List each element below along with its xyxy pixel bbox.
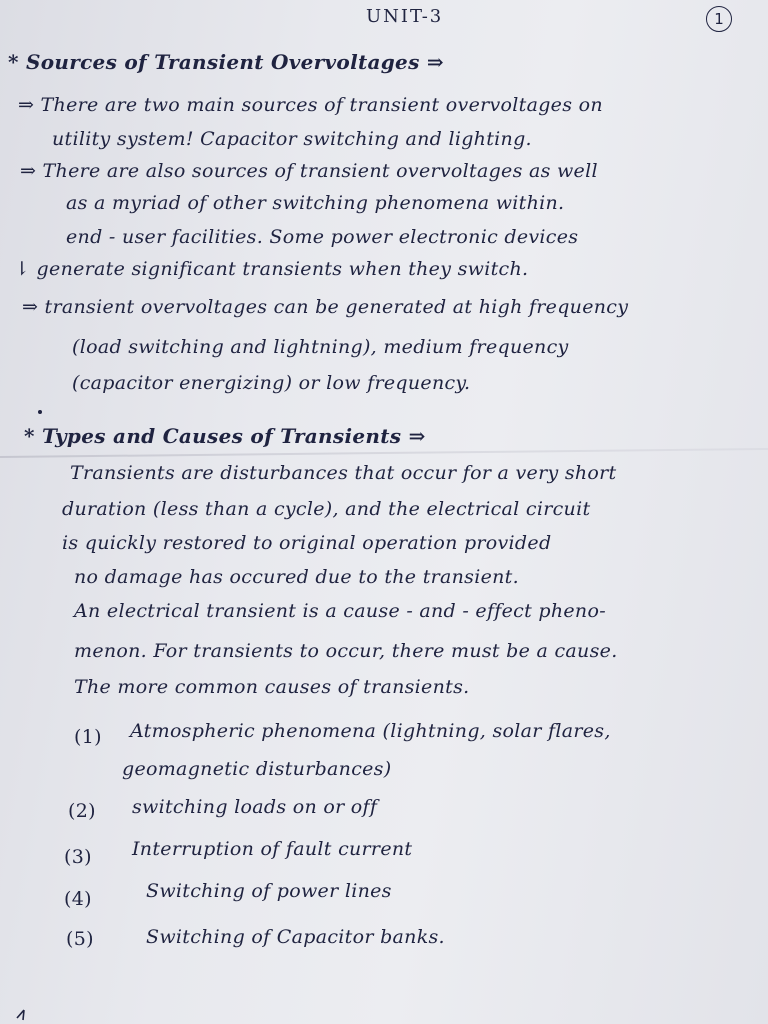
list-item-text: Atmospheric phenomena (lightning, solar flares, <box>130 720 611 742</box>
section-heading-types: * Types and Causes of Transients ⇒ <box>24 424 426 448</box>
list-number: (1) <box>74 726 102 748</box>
list-item-text: Switching of power lines <box>146 880 392 902</box>
list-number: (2) <box>68 800 96 822</box>
text-line: end - user facilities. Some power electronic devices <box>66 226 579 248</box>
text-line: (load switching and lightning), medium frequency <box>72 336 569 358</box>
list-item-text: switching loads on or off <box>132 796 378 818</box>
text-line: utility system! Capacitor switching and lighting. <box>52 128 532 150</box>
list-item-text: Switching of Capacitor banks. <box>146 926 445 948</box>
paper-fold <box>0 448 768 458</box>
text-line: ⇒ There are two main sources of transient overvoltages on <box>18 94 603 116</box>
stray-dot <box>38 410 42 414</box>
list-number: (3) <box>64 846 92 868</box>
pen-mark-icon <box>14 1004 34 1022</box>
text-line: menon. For transients to occur, there must be a cause. <box>74 640 618 662</box>
text-line: duration (less than a cycle), and the electrical circuit <box>62 498 591 520</box>
list-item-text: Interruption of fault current <box>132 838 413 860</box>
text-line: ⇒ There are also sources of transient overvoltages as well <box>20 160 598 182</box>
unit-title: UNIT-3 <box>366 6 444 27</box>
text-line: ⇒ transient overvoltages can be generated at high frequency <box>22 296 629 318</box>
list-item-text: geomagnetic disturbances) <box>122 758 392 780</box>
text-line: ⇂ generate significant transients when they switch. <box>14 258 529 280</box>
text-line: Transients are disturbances that occur for a very short <box>70 462 617 484</box>
text-line: (capacitor energizing) or low frequency. <box>72 372 471 394</box>
section-heading-sources: * Sources of Transient Overvoltages ⇒ <box>8 50 444 74</box>
text-line: as a myriad of other switching phenomena within. <box>66 192 565 214</box>
text-line: The more common causes of transients. <box>74 676 470 698</box>
list-number: (4) <box>64 888 92 910</box>
list-number: (5) <box>66 928 94 950</box>
text-line: is quickly restored to original operation provided <box>62 532 552 554</box>
page-number-circle: 1 <box>706 6 732 32</box>
text-line: An electrical transient is a cause - and - effect pheno- <box>74 600 606 622</box>
text-line: no damage has occured due to the transient. <box>74 566 519 588</box>
